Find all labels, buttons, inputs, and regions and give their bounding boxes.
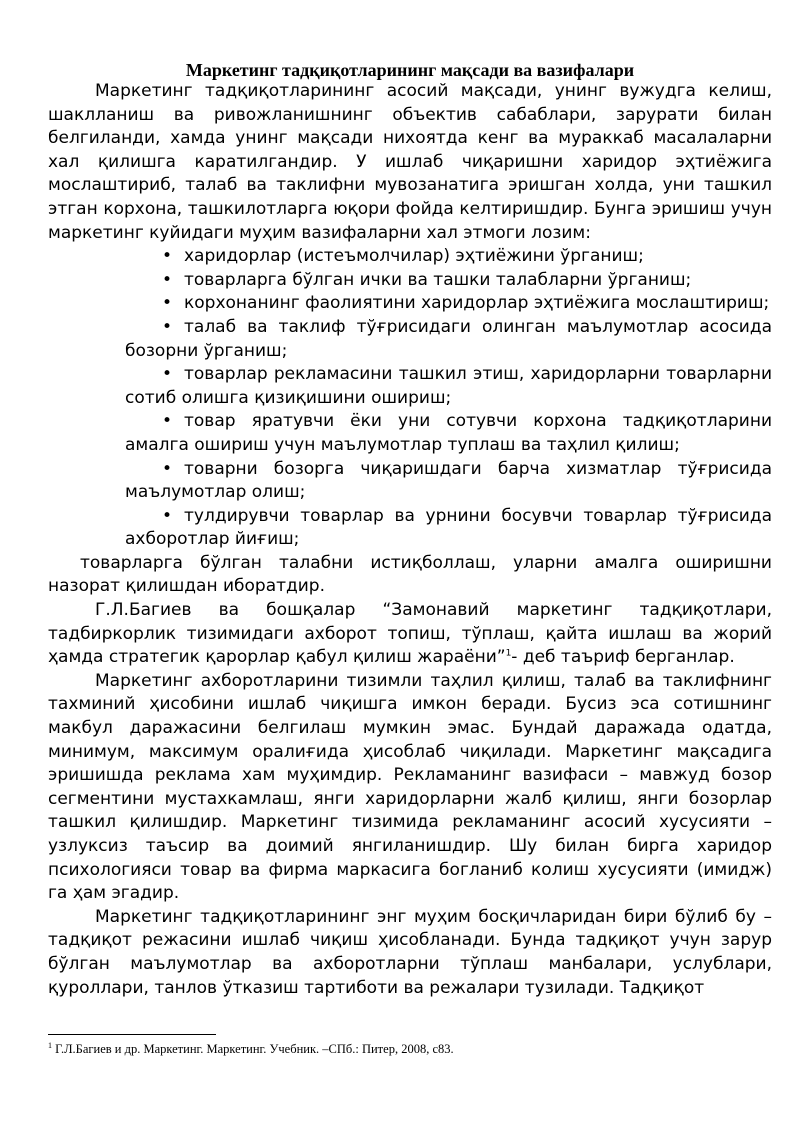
list-item: • товар яратувчи ёки уни сотувчи корхона тадқиқотларини амалга ошириш учун маълумотлар туплаш ва таҳлил қилиш; [125,411,772,455]
list-item: • харидорлар (истеъмолчилар) эҳтиёжини ўрганиш; [125,245,772,269]
list-item: • товарларга бўлган ички ва ташки талабларни ўрганиш; [125,269,772,293]
footnote-number: 1 [48,1040,52,1050]
list-conclusion-paragraph: товарларга бўлган талабни истиқболлаш, уларни амалга оширишни назорат қилишдан иборатдир. [48,552,772,597]
list-item: • корхонанинг фаолиятини харидорлар эҳтиёжига мослаштириш; [125,292,772,316]
bullet-icon: • [162,316,173,337]
footnote-reference[interactable]: 1 [505,648,512,659]
bullet-icon: • [162,293,173,314]
page-title: Маркетинг тадқиқотларининг мақсади ва вазифалари [185,60,635,80]
list-item: • талаб ва таклиф тўғрисидаги олинган маълумотлар асосида бозорни ўрганиш; [125,316,772,361]
bullet-icon: • [162,269,173,290]
intro-paragraph: Маркетинг тадқиқотларининг асосий мақсади, унинг вужудга келиш, шаклланиш ва ривожланишнинг объектив сабаблари, зарурати билан белгиланди, хамда унинг мақсади нихоятда кенг ва мураккаб масалаларни хал қилишга каратилгандир. У ишлаб чиқаришни харидор эҳтиёжига мослаштириб, талаб ва таклифни мувозанатига эришган холда, уни ташкил этган корхона, ташкилотларга юқори фойда келтиришдир. Бунга эришиш учун маркетинг куйидаги муҳим вазифаларни хал этмоги лозим: [48,81,772,243]
footnote-divider [48,1034,216,1035]
bullet-icon: • [162,458,173,479]
information-paragraph: Маркетинг ахборотларини тизимли таҳлил қилиш, талаб ва таклифнинг тахминий ҳисобини ишлаб чиқишга имкон беради. Бусиз эса сотишнинг макбул даражасини белгилаш мумкин эмас. Бундай даражада одатда, минимум, максимум оралиғида ҳисоблаб чиқилади. Маркетинг мақсадига эришишда реклама хам муҳимдир. Рекламанинг вазифаси – мавжуд бозор сегментини мустахкамлаш, янги харидорларни жалб қилиш, янги бозорлар ташкил қилишдир. Маркетинг тизимида рекламанинг асосий хусусияти – узлуксиз таъсир ва доимий янгиланишдир. Шу билан бирга харидор психологияси товар ва фирма маркасига богланиб колиш хусусияти (имидж) га ҳам эгадир. [48,670,772,904]
document-body [48,80,772,1000]
tasks-list [48,245,772,552]
list-item: • товарни бозорга чиқаришдаги барча хизматлар тўғрисида маълумотлар олиш; [125,458,772,503]
bullet-icon: • [162,364,173,385]
bullet-icon: • [162,505,173,526]
list-item: • товарлар рекламасини ташкил этиш, харидорларни товарларни сотиб олишга қизиқишини ошириш; [125,364,772,408]
definition-paragraph: Г.Л.Багиев ва бошқалар “Замонавий маркетинг тадқиқотлари, тадбиркорлик тизимидаги ахборот топиш, тўплаш, қайта ишлаш ва жорий ҳамда стратегик қарорлар қабул қилиш жараёни”$^1$- деб таъриф берганлар. [48,600,772,668]
stages-paragraph: Маркетинг тадқиқотларининг энг муҳим босқичларидан бири бўлиб бу – тадқиқот режасини ишлаб чиқиш ҳисобланади. Бунда тадқиқот учун зарур бўлган маълумотлар ва ахборотларни тўплаш манбалари, услублари, қуроллари, танлов ўтказиш тартиботи ва режалари тузилади. Тадқиқот [48,906,772,998]
list-item: • тулдирувчи товарлар ва урнини босувчи товарлар тўғрисида ахборотлар йиғиш; [125,505,772,550]
bullet-icon: • [162,411,173,432]
bullet-icon: • [162,246,173,267]
footnote [48,1041,772,1057]
footnote-text: Г.Л.Багиев и др. Маркетинг. Маркетинг. Учебник. –СПб.: Питер, 2008, с83. [52,1042,454,1056]
